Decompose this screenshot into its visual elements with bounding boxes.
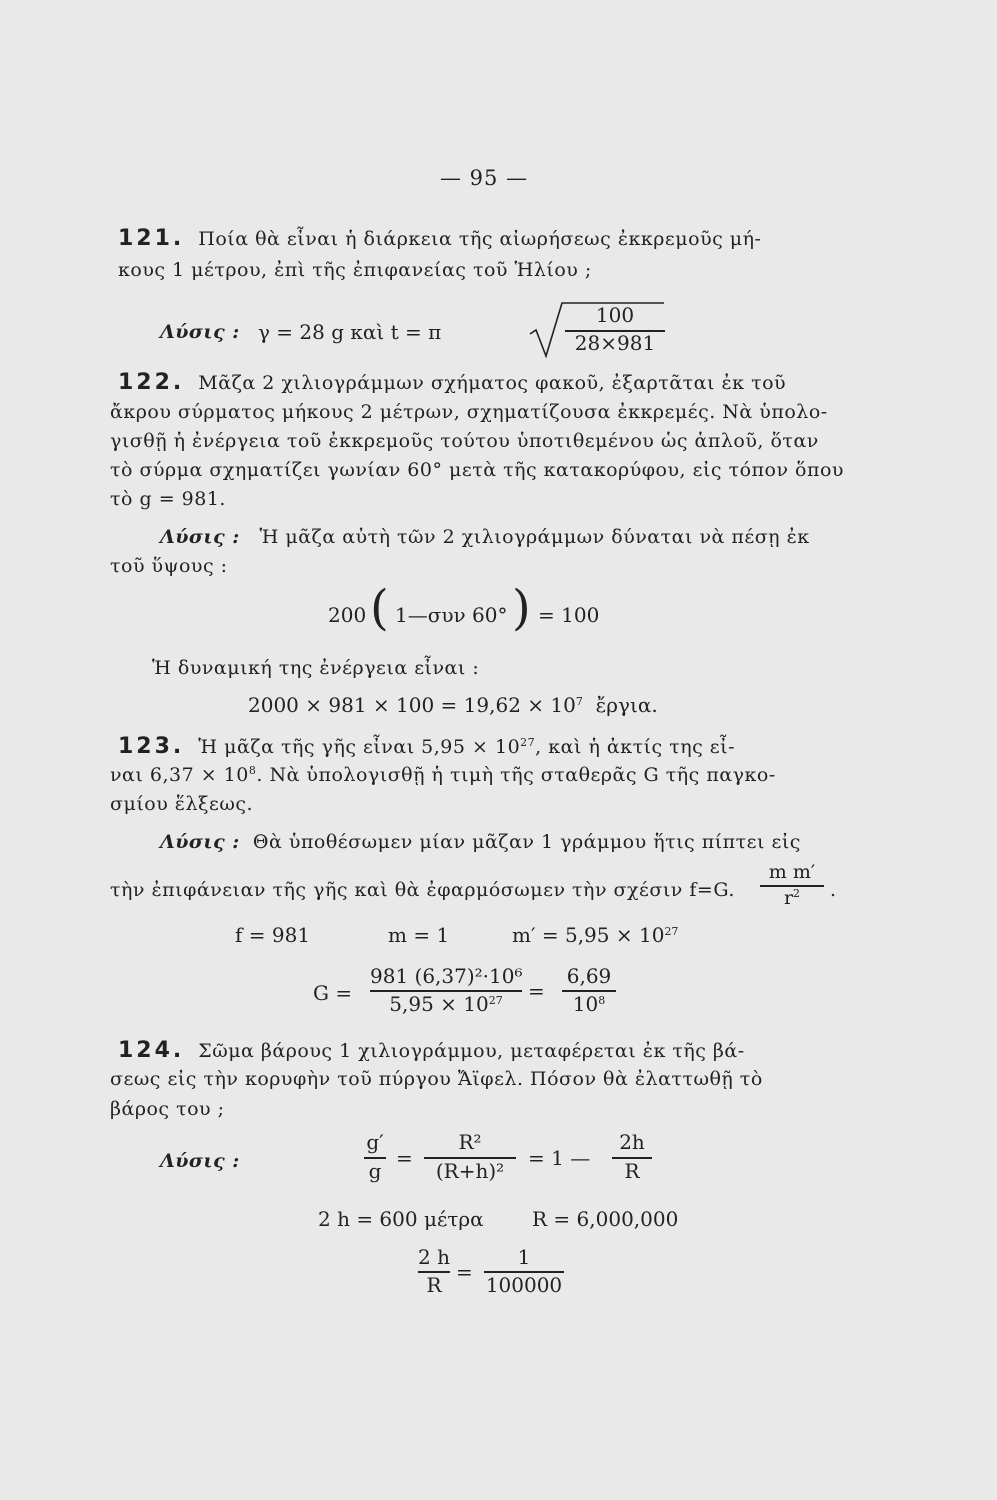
equation-121-left: γ = 28 g καὶ t = π (258, 320, 442, 344)
equation-122-term: 1—συν 60° (395, 603, 508, 627)
ratio-2h: 2 h (418, 1245, 450, 1269)
value-R: R = 6,000,000 (532, 1207, 679, 1231)
solution-122-line-2: τοῦ ὕψους : (110, 555, 228, 577)
problem-123-number: 123. (118, 734, 185, 759)
left-parenthesis: ( (370, 580, 389, 636)
hundred-thousand: 100000 (485, 1273, 563, 1297)
problem-122-line-5: τὸ g = 981. (110, 488, 226, 510)
equation-121-denominator: 28×981 (574, 331, 656, 355)
problem-122-line-3: γισθῇ ἡ ἐνέργεια τοῦ ἐκκρεμοῦς τούτου ὑποτιθεμένου ὡς ἁπλοῦ, ὅταν (110, 430, 819, 452)
relation-numerator: m m′ (768, 861, 816, 883)
problem-122-line-4: τὸ σύρμα σχηματίζει γωνίαν 60° μετὰ τῆς κατακορύφου, εἰς τόπον ὅπου (110, 459, 844, 481)
problem-121-line-2: κους 1 μέτρου, ἐπὶ τῆς ἐπιφανείας τοῦ Ἡλίου ; (118, 259, 592, 281)
problem-122-line-2: ἄκρου σύρματος μήκους 2 μέτρων, σχηματίζουσα ἐκκρεμές. Νὰ ὑπολο- (110, 401, 828, 423)
value-m-prime: $m' = 5,95 \times 10^{27}$ (512, 923, 679, 947)
solution-122-line-3: Ἡ δυναμική της ἐνέργεια εἶναι : (152, 657, 480, 679)
G-result-denominator: $10^8$ (572, 992, 606, 1016)
equation-121-numerator: 100 (595, 303, 635, 327)
value-2h: 2 h = 600 μέτρα (318, 1207, 484, 1231)
period-mark: . (830, 879, 837, 901)
problem-124-number: 124. (118, 1038, 185, 1063)
problem-121-line-1: 121. Ποία θὰ εἶναι ἡ διάρκεια τῆς αἰωρήσεως ἐκκρεμοῦς μή- (118, 226, 762, 251)
problem-121-number: 121. (118, 226, 185, 251)
one: 1 (517, 1245, 531, 1269)
equation-122-energy: $2000 \times 981 \times 100 = 19,62 \times 10^7$ ἔργια. (248, 693, 658, 717)
problem-124-line-1: 124. Σῶμα βάρους 1 χιλιογράμμου, μεταφέρεται ἐκ τῆς βά- (118, 1038, 745, 1063)
solution-123-line-1: Λύσις : Θὰ ὑποθέσωμεν μίαν μᾶζαν 1 γράμμου ἥτις πίπτει εἰς (160, 831, 801, 853)
ratio-R: R (426, 1273, 442, 1297)
solution-label-124: Λύσις : (160, 1150, 240, 1172)
R-squared: R² (458, 1130, 482, 1154)
solution-122-line-1: Λύσις : Ἡ μᾶζα αὐτὴ τῶν 2 χιλιογράμμων δύναται νὰ πέσῃ ἐκ (160, 526, 810, 548)
problem-124-line-3: βάρος του ; (110, 1098, 225, 1120)
G-equals: = (528, 979, 545, 1003)
R: R (624, 1159, 640, 1183)
G-lhs: G = (313, 981, 353, 1005)
problem-123-line-2: ναι $6,37 \times 10^8$. Νὰ ὑπολογισθῇ ἡ τιμὴ τῆς σταθερᾶς G τῆς παγκο- (110, 764, 776, 786)
problem-123-line-1: 123. Ἡ μᾶζα τῆς γῆς εἶναι $5,95 \times 10^{27}$, καὶ ἡ ἀκτίς της εἶ- (118, 734, 736, 759)
value-m: m = 1 (388, 923, 450, 947)
two-h: 2h (619, 1130, 645, 1154)
problem-122-number: 122. (118, 370, 185, 395)
equals-one-minus: = 1 — (528, 1146, 591, 1170)
problem-122-line-1: 122. Μᾶζα 2 χιλιογράμμων σχήματος φακοῦ, ἐξαρτᾶται ἐκ τοῦ (118, 370, 787, 395)
equation-122-result: = 100 (538, 603, 600, 627)
R-plus-h-squared: (R+h)² (435, 1159, 505, 1183)
equation-122-coefficient: 200 (328, 603, 367, 627)
page-number: — 95 — (440, 166, 529, 190)
G-numerator: 981 (6,37)²·10⁶ (370, 964, 523, 988)
value-f: f = 981 (235, 923, 311, 947)
ratio-g-prime: g′ (366, 1130, 384, 1154)
solution-label-122: Λύσις : (160, 526, 240, 548)
relation-denominator: $r^2$ (783, 887, 801, 909)
G-result-numerator: 6,69 (566, 964, 612, 988)
equals-3: = (456, 1260, 473, 1284)
solution-123-line-2: τὴν ἐπιφάνειαν τῆς γῆς καὶ θὰ ἐφαρμόσωμεν τὴν σχέσιν f=G. (110, 879, 735, 901)
G-denominator: $5,95 \times 10^{27}$ (389, 992, 503, 1016)
ratio-g: g (368, 1159, 382, 1183)
problem-124-line-2: σεως εἰς τὴν κορυφὴν τοῦ πύργου Ἄϊφελ. Πόσον θὰ ἐλαττωθῇ τὸ (110, 1068, 763, 1090)
problem-123-line-3: σμίου ἕλξεως. (110, 793, 254, 815)
right-parenthesis: ) (512, 580, 531, 636)
equals-1: = (396, 1146, 413, 1170)
solution-label-123: Λύσις : (160, 831, 240, 853)
solution-label-121: Λύσις : (160, 321, 240, 343)
